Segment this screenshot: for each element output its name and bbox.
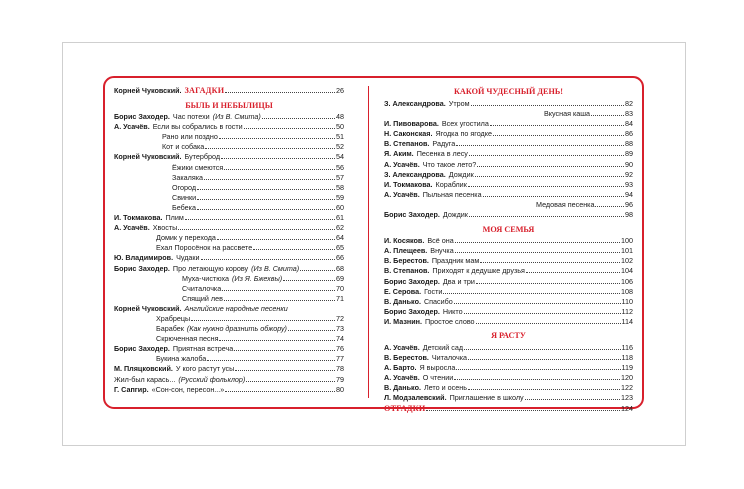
- page-number: 100: [621, 236, 633, 246]
- entry-title: Радуга: [432, 139, 456, 149]
- entry-author: Л. Модзалевский.: [384, 393, 447, 403]
- entry-note: (Как нужно дразнить обжору): [186, 324, 287, 334]
- entry-note: (Из Я. Бжехвы): [232, 273, 283, 283]
- entry-title: Простое слово: [425, 316, 475, 326]
- page-number: 84: [625, 119, 633, 129]
- page-number: 114: [621, 316, 633, 326]
- entry-title: Кот и собака: [162, 142, 205, 152]
- page-number: 71: [336, 293, 344, 303]
- entry-title: О чтении: [422, 373, 454, 383]
- dot-leader: [191, 320, 335, 321]
- page-number: 112: [621, 306, 633, 316]
- entry-title: «Сон-сон, пересон...»: [151, 384, 225, 394]
- dot-leader: [468, 359, 620, 360]
- entry-author: В. Берестов.: [384, 353, 429, 363]
- toc-subentry: [384, 200, 633, 210]
- entry-author: З. Александрова.: [384, 169, 446, 179]
- entry-author: З. Александрова.: [384, 99, 446, 108]
- dot-leader: [525, 399, 620, 400]
- toc-subentry: [114, 203, 344, 213]
- toc-entry: [114, 344, 344, 354]
- entry-title: Всех угостила: [441, 119, 489, 129]
- dot-leader: [178, 229, 335, 230]
- entry-title: Домик у перехода: [156, 233, 216, 243]
- toc-entry: [384, 343, 633, 353]
- page-number: 58: [336, 182, 344, 192]
- entry-title: Муха-чистюха: [182, 273, 230, 283]
- toc-entry: [384, 277, 633, 287]
- toc-entry: [114, 122, 344, 132]
- toc-subentry: [114, 243, 344, 253]
- page-number: 96: [625, 199, 633, 209]
- entry-title: Вкусная каша: [544, 109, 591, 119]
- toc-entry: [384, 353, 633, 363]
- toc-entry: [384, 139, 633, 149]
- page-number: 83: [625, 109, 633, 119]
- entry-title: Медовая песенка: [536, 199, 595, 209]
- dot-leader: [221, 158, 335, 159]
- toc-entry: [114, 152, 344, 162]
- entry-title: Песенка в лесу: [416, 149, 468, 159]
- entry-title: Если вы собрались в гости: [152, 122, 243, 132]
- dot-leader: [201, 259, 335, 260]
- entry-author: А. Усачёв.: [114, 122, 150, 132]
- entry-title: Хвосты: [152, 223, 178, 233]
- page-number: 116: [621, 342, 633, 352]
- entry-title: Внучка: [430, 246, 454, 256]
- toc-subentry: [114, 193, 344, 203]
- entry-title: Кораблик: [435, 179, 467, 189]
- entry-title: Бутерброд: [184, 152, 221, 162]
- entry-title: Приглашение в школу: [449, 393, 524, 403]
- toc-entry: [114, 253, 344, 263]
- toc-subentry: [114, 163, 344, 173]
- page-number: 119: [621, 363, 633, 373]
- page-number: 50: [336, 122, 344, 132]
- page-number: 57: [336, 172, 344, 182]
- entry-title: Гости: [424, 286, 443, 296]
- entry-author: И. Токмакова.: [114, 213, 163, 223]
- entry-note: Английские народные песенки: [184, 303, 288, 313]
- entry-author: Корней Чуковский.: [114, 152, 182, 162]
- entry-title: У кого растут усы: [175, 364, 235, 374]
- entry-title: Ехал Поросёнок на рассвете: [156, 243, 253, 253]
- page-number: 122: [621, 383, 633, 393]
- dot-leader: [234, 350, 335, 351]
- dot-leader: [244, 128, 335, 129]
- dot-leader: [493, 135, 624, 136]
- page-number: 65: [336, 243, 344, 253]
- dot-leader: [185, 219, 335, 220]
- dot-leader: [197, 209, 335, 210]
- entry-author: Борис Заходер.: [384, 210, 440, 220]
- page-number: 51: [336, 132, 344, 142]
- dot-leader: [246, 381, 335, 382]
- entry-author: Борис Заходер.: [114, 112, 170, 122]
- page-number: 62: [336, 223, 344, 233]
- page-number: 61: [336, 213, 344, 223]
- page-number: 104: [621, 266, 633, 276]
- entry-author: Н. Саконская.: [384, 129, 433, 139]
- dot-leader: [197, 189, 335, 190]
- page-number: 69: [336, 273, 344, 283]
- entry-title: Дождик: [448, 169, 474, 179]
- section-heading-text: БЫЛЬ И НЕБЫЛИЦЫ: [185, 100, 273, 110]
- page-number: 70: [336, 283, 344, 293]
- entry-title: Бебека: [172, 202, 196, 212]
- dot-leader: [197, 199, 335, 200]
- page-number: 74: [336, 334, 344, 344]
- dot-leader: [222, 290, 335, 291]
- toc-entry: [114, 264, 344, 274]
- toc-entry: [114, 375, 344, 385]
- entry-author: Е. Серова.: [384, 286, 422, 296]
- entry-author: В. Степанов.: [384, 266, 430, 276]
- page-number: 66: [336, 253, 344, 263]
- dot-leader: [480, 262, 620, 263]
- page-number: 76: [336, 344, 344, 354]
- toc-subentry: [114, 294, 344, 304]
- dot-leader: [426, 410, 620, 411]
- dot-leader: [469, 216, 624, 217]
- entry-title: Свинки: [172, 192, 197, 202]
- section-heading-text: КАКОЙ ЧУДЕСНЫЙ ДЕНЬ!: [454, 87, 563, 97]
- dot-leader: [288, 330, 335, 331]
- entry-author: А. Усачёв.: [114, 223, 150, 233]
- entry-author: Борис Заходер.: [114, 263, 170, 273]
- dot-leader: [225, 391, 335, 392]
- dot-leader: [464, 349, 620, 350]
- page-number: 82: [625, 99, 633, 108]
- page-number: 64: [336, 233, 344, 243]
- entry-author: Борис Заходер.: [384, 276, 440, 286]
- dot-leader: [477, 166, 624, 167]
- entry-title: Жил-был карась...: [114, 374, 176, 384]
- entry-title: Два и три: [442, 276, 475, 286]
- entry-author: Борис Заходер.: [114, 344, 170, 354]
- page-number: 102: [621, 256, 633, 266]
- entry-title: Ягодка по ягодке: [435, 129, 492, 139]
- section-title: ОТГАДКИ: [384, 403, 426, 413]
- entry-title: Детский сад: [422, 342, 464, 352]
- dot-leader: [224, 169, 335, 170]
- page-number: 118: [621, 353, 633, 363]
- page-number: 120: [621, 373, 633, 383]
- dot-leader: [300, 270, 335, 271]
- entry-author: А. Усачёв.: [384, 342, 420, 352]
- entry-title: Праздник мам: [431, 256, 480, 266]
- entry-title: Спасибо: [423, 296, 453, 306]
- page-number: 56: [336, 162, 344, 172]
- dot-leader: [443, 293, 620, 294]
- toc-entry: [114, 304, 344, 314]
- toc-subentry: [114, 274, 344, 284]
- toc-entry: [384, 149, 633, 159]
- toc-subentry: [114, 354, 344, 364]
- entry-title: Я выросла: [419, 363, 456, 373]
- dot-leader: [262, 118, 335, 119]
- page-number: 80: [336, 384, 344, 394]
- entry-title: Чудаки: [176, 253, 200, 263]
- dot-leader: [471, 105, 624, 106]
- toc-subentry: [384, 109, 633, 119]
- entry-note: (Из В. Смита): [212, 112, 261, 122]
- entry-author: А. Усачёв.: [384, 159, 420, 169]
- entry-title: Час потехи: [172, 112, 210, 122]
- entry-author: Борис Заходер.: [384, 306, 440, 316]
- dot-leader: [475, 176, 624, 177]
- page-number: 72: [336, 313, 344, 323]
- column-divider: [368, 86, 369, 398]
- toc-entry: [384, 373, 633, 383]
- toc-entry: [384, 307, 633, 317]
- entry-author: Корней Чуковский.: [114, 86, 182, 95]
- entry-title: Храбрецы: [156, 313, 191, 323]
- entry-note: (Русский фольклор): [178, 374, 246, 384]
- toc-entry: [384, 256, 633, 266]
- page-number: 48: [336, 112, 344, 122]
- dot-leader: [469, 155, 624, 156]
- entry-title: Ёжики смеются: [172, 162, 224, 172]
- page-number: 59: [336, 192, 344, 202]
- dot-leader: [454, 379, 620, 380]
- toc-entry: [384, 210, 633, 220]
- entry-title: Пыльная песенка: [422, 189, 482, 199]
- toc-entry: [384, 190, 633, 200]
- page-number: 94: [625, 189, 633, 199]
- entry-author: И. Мазнин.: [384, 316, 422, 326]
- dot-leader: [468, 389, 620, 390]
- section-heading-text: Я РАСТУ: [491, 331, 526, 341]
- page-number: 90: [625, 159, 633, 169]
- toc-subentry: [114, 314, 344, 324]
- entry-title: Спящий лев: [182, 293, 223, 303]
- page-number: 123: [621, 393, 633, 403]
- entry-author: И. Пивоварова.: [384, 119, 439, 129]
- dot-leader: [476, 323, 621, 324]
- toc-entry: [384, 99, 633, 109]
- entry-title: Рано или поздно: [162, 132, 218, 142]
- toc-subentry: [114, 173, 344, 183]
- page-number: 26: [336, 86, 344, 95]
- toc-entry: [384, 119, 633, 129]
- entry-title: Считалочка: [182, 283, 222, 293]
- dot-leader: [591, 115, 624, 116]
- entry-author: В. Данько.: [384, 383, 421, 393]
- toc-subentry: [114, 183, 344, 193]
- page-number: 98: [625, 210, 633, 220]
- page-number: 77: [336, 354, 344, 364]
- toc-subentry: [114, 284, 344, 294]
- entry-title: Утром: [448, 99, 470, 108]
- entry-title: Плим: [165, 213, 184, 223]
- entry-author: А. Усачёв.: [384, 373, 420, 383]
- contents-right-column: [384, 86, 633, 414]
- entry-author: Корней Чуковский.: [114, 303, 182, 313]
- toc-entry: [384, 297, 633, 307]
- entry-title: Лето и осень: [423, 383, 467, 393]
- entry-title: Дождик: [442, 210, 468, 220]
- page-number: 54: [336, 152, 344, 162]
- toc-entry: [114, 385, 344, 395]
- dot-leader: [526, 272, 620, 273]
- section-heading: [384, 86, 633, 99]
- toc-entry: [114, 364, 344, 374]
- page-number: 68: [336, 263, 344, 273]
- entry-title: Что такое лето?: [422, 159, 477, 169]
- entry-title: Приятная встреча: [172, 344, 234, 354]
- toc-entry: [384, 170, 633, 180]
- toc-entry: [384, 246, 633, 256]
- dot-leader: [219, 340, 335, 341]
- page-number: 106: [621, 276, 633, 286]
- page-number: 86: [625, 129, 633, 139]
- page-number: 79: [336, 374, 344, 384]
- toc-subentry: [114, 142, 344, 152]
- toc-entry: [384, 236, 633, 246]
- dot-leader: [455, 252, 620, 253]
- toc-subentry: [114, 324, 344, 334]
- section-heading-text: МОЯ СЕМЬЯ: [482, 224, 535, 234]
- entry-note: (Из В. Смита): [251, 263, 300, 273]
- dot-leader: [456, 145, 624, 146]
- entry-author: В. Степанов.: [384, 139, 430, 149]
- entry-author: Г. Сапгир.: [114, 384, 149, 394]
- dot-leader: [207, 360, 335, 361]
- entry-author: В. Данько.: [384, 296, 421, 306]
- toc-entry: [114, 223, 344, 233]
- page-number: 124: [621, 403, 633, 413]
- entry-author: М. Пляцковский.: [114, 364, 173, 374]
- dot-leader: [464, 313, 621, 314]
- dot-leader: [483, 196, 624, 197]
- entry-author: А. Барто.: [384, 363, 417, 373]
- entry-title: Всё она: [427, 236, 454, 246]
- entry-title: Закаляка: [172, 172, 204, 182]
- toc-entry: [384, 180, 633, 190]
- contents-left-column: [114, 86, 344, 395]
- entry-author: В. Берестов.: [384, 256, 429, 266]
- entry-title: Букина жалоба: [156, 354, 207, 364]
- dot-leader: [476, 283, 620, 284]
- page-number: 101: [621, 246, 633, 256]
- page-number: 110: [621, 296, 633, 306]
- toc-entry: [114, 86, 344, 96]
- entry-author: А. Плещеев.: [384, 246, 428, 256]
- toc-entry: [114, 112, 344, 122]
- dot-leader: [219, 138, 335, 139]
- entry-title: Скрюченная песня: [156, 334, 219, 344]
- entry-title: Барабек: [156, 324, 184, 334]
- dot-leader: [595, 206, 624, 207]
- dot-leader: [253, 249, 335, 250]
- toc-entry: [384, 160, 633, 170]
- dot-leader: [456, 369, 620, 370]
- dot-leader: [224, 300, 335, 301]
- section-heading: [114, 99, 344, 112]
- page-number: 93: [625, 179, 633, 189]
- entry-author: И. Токмакова.: [384, 179, 433, 189]
- page-number: 52: [336, 142, 344, 152]
- dot-leader: [283, 280, 335, 281]
- dot-leader: [235, 370, 335, 371]
- dot-leader: [455, 242, 620, 243]
- page-number: 73: [336, 324, 344, 334]
- entry-title: Огород: [172, 182, 197, 192]
- toc-entry: [384, 404, 633, 414]
- toc-subentry: [114, 233, 344, 243]
- page-number: 78: [336, 364, 344, 374]
- section-title: ЗАГАДКИ: [184, 86, 225, 95]
- toc-subentry: [114, 132, 344, 142]
- section-heading: [384, 223, 633, 236]
- toc-entry: [384, 317, 633, 327]
- toc-entry: [384, 363, 633, 373]
- dot-leader: [204, 179, 335, 180]
- entry-title: Никто: [442, 306, 463, 316]
- dot-leader: [217, 239, 335, 240]
- entry-author: Ю. Владимиров.: [114, 253, 174, 263]
- dot-leader: [490, 125, 624, 126]
- page-number: 60: [336, 202, 344, 212]
- dot-leader: [468, 186, 624, 187]
- entry-title: Приходят к дедушке друзья: [432, 266, 525, 276]
- entry-author: А. Усачёв.: [384, 189, 420, 199]
- toc-entry: [384, 266, 633, 276]
- entry-author: И. Косяков.: [384, 236, 425, 246]
- toc-entry: [384, 393, 633, 403]
- page-number: 92: [625, 169, 633, 179]
- dot-leader: [454, 303, 621, 304]
- page-number: 88: [625, 139, 633, 149]
- dot-leader: [225, 92, 335, 93]
- toc-entry: [114, 213, 344, 223]
- entry-title: Читалочка: [431, 353, 468, 363]
- entry-author: Я. Аким.: [384, 149, 414, 159]
- toc-entry: [384, 129, 633, 139]
- toc-entry: [384, 383, 633, 393]
- dot-leader: [205, 148, 335, 149]
- page-number: 89: [625, 149, 633, 159]
- page-number: 108: [621, 286, 633, 296]
- toc-subentry: [114, 334, 344, 344]
- entry-title: Про летающую корову: [172, 263, 249, 273]
- section-heading: [384, 330, 633, 343]
- toc-entry: [384, 287, 633, 297]
